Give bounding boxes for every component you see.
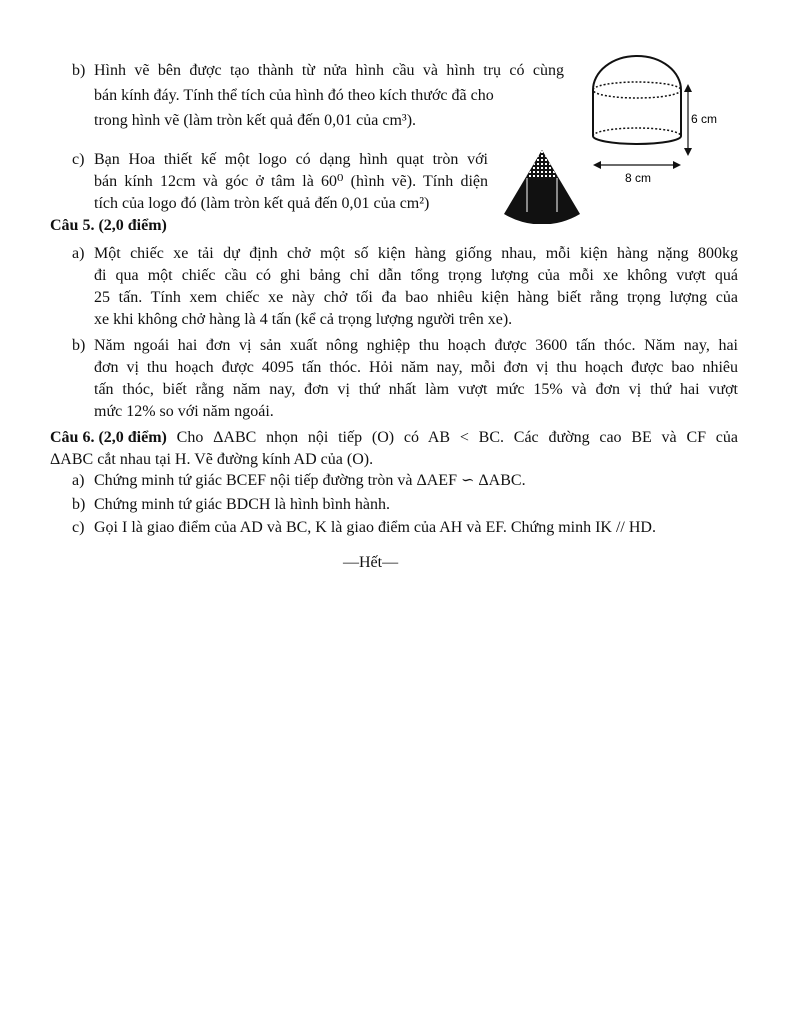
- q5a-line-1: Một chiếc xe tải dự định chở một số kiện hàng giống nhau, mỗi kiện hàng nặng 800kg: [94, 245, 738, 262]
- q5-title: Câu 5. (2,0 điểm): [50, 217, 167, 234]
- q6b-label: b): [72, 496, 86, 513]
- q4b-line-3: trong hình vẽ (làm tròn kết quả đến 0,01 của cm³).: [94, 112, 417, 129]
- height-arrow-head-top: [684, 84, 692, 92]
- q6-intro-line-1: [50, 427, 738, 448]
- q5b-line-2: đơn vị thu hoạch được 4095 tấn thóc. Hỏi năm nay, mỗi đơn vị thu hoạch được bao nhiêu: [94, 359, 738, 376]
- q4b-label: b): [72, 62, 86, 79]
- q6-intro-line-2: ΔABC cắt nhau tại H. Vẽ đường kính AD của (O).: [50, 451, 374, 468]
- height-arrow-head-bottom: [684, 148, 692, 156]
- q5a-line-2: đi qua một chiếc cầu có ghi bảng chỉ dẫn tổng trọng lượng của mỗi xe không vượt quá: [94, 267, 738, 284]
- cylinder-bottom-back: [593, 128, 681, 136]
- sector-top-pattern: [526, 150, 558, 178]
- q6c-label: c): [72, 519, 85, 536]
- q5a-label: a): [72, 245, 85, 262]
- sector-logo: [500, 146, 590, 224]
- q6a-text: Chứng minh tứ giác BCEF nội tiếp đường tròn và ΔAEF ∽ ΔABC.: [94, 472, 526, 489]
- q6c-text: Gọi I là giao điểm của AD và BC, K là giao điểm của AH và EF. Chứng minh IK // HD.: [94, 519, 656, 536]
- sector-stripe-pattern: [527, 178, 557, 212]
- q4c-line-2: bán kính 12cm và góc ở tâm là 60⁰ (hình vẽ). Tính diện: [94, 173, 488, 190]
- q5a-line-4: xe khi không chở hàng là 4 tấn (kể cả trọng lượng người trên xe).: [94, 311, 513, 328]
- q5a-line-3: 25 tấn. Tính xem chiếc xe này chở tối đa bao nhiêu kiện hàng biết rằng trọng lượng của: [94, 289, 738, 306]
- q5b-line-4: mức 12% so với năm ngoái.: [94, 403, 274, 420]
- q6b-text: Chứng minh tứ giác BDCH là hình bình hành.: [94, 496, 390, 513]
- q4c-line-3: tích của logo đó (làm tròn kết quả đến 0,01 của cm²): [94, 195, 430, 212]
- width-arrow-head-left: [593, 161, 601, 169]
- q4b-line-1: Hình vẽ bên được tạo thành từ nửa hình cầu và hình trụ có cùng: [94, 62, 564, 79]
- q5b-label: b): [72, 337, 86, 354]
- hemisphere-cylinder-figure: [585, 52, 725, 187]
- width-arrow-head-right: [673, 161, 681, 169]
- cylinder-bottom-front: [593, 136, 681, 144]
- cylinder-top-ellipse: [593, 82, 681, 98]
- height-label: 6 cm: [691, 112, 718, 126]
- q4c-line-1: Bạn Hoa thiết kế một logo có dạng hình quạt tròn với: [94, 151, 488, 168]
- q4b-line-2: bán kính đáy. Tính thể tích của hình đó theo kích thước đã cho: [94, 87, 494, 104]
- width-label: 8 cm: [625, 171, 652, 185]
- q6a-label: a): [72, 472, 85, 489]
- end-marker: —Hết—: [343, 554, 399, 571]
- q4c-label: c): [72, 151, 85, 168]
- q6-intro-text: Cho ΔABC nhọn nội tiếp (O) có AB < BC. Các đường cao BE và CF của: [166, 429, 738, 446]
- q5b-line-3: tấn thóc, biết rằng năm nay, đơn vị thứ nhất làm vượt mức 15% và đơn vị thứ hai vượt: [94, 381, 738, 398]
- q6-title: Câu 6. (2,0 điểm): [50, 429, 167, 446]
- q5b-line-1: Năm ngoái hai đơn vị sản xuất nông nghiệp thu hoạch được 3600 tấn thóc. Năm nay, hai: [94, 337, 738, 354]
